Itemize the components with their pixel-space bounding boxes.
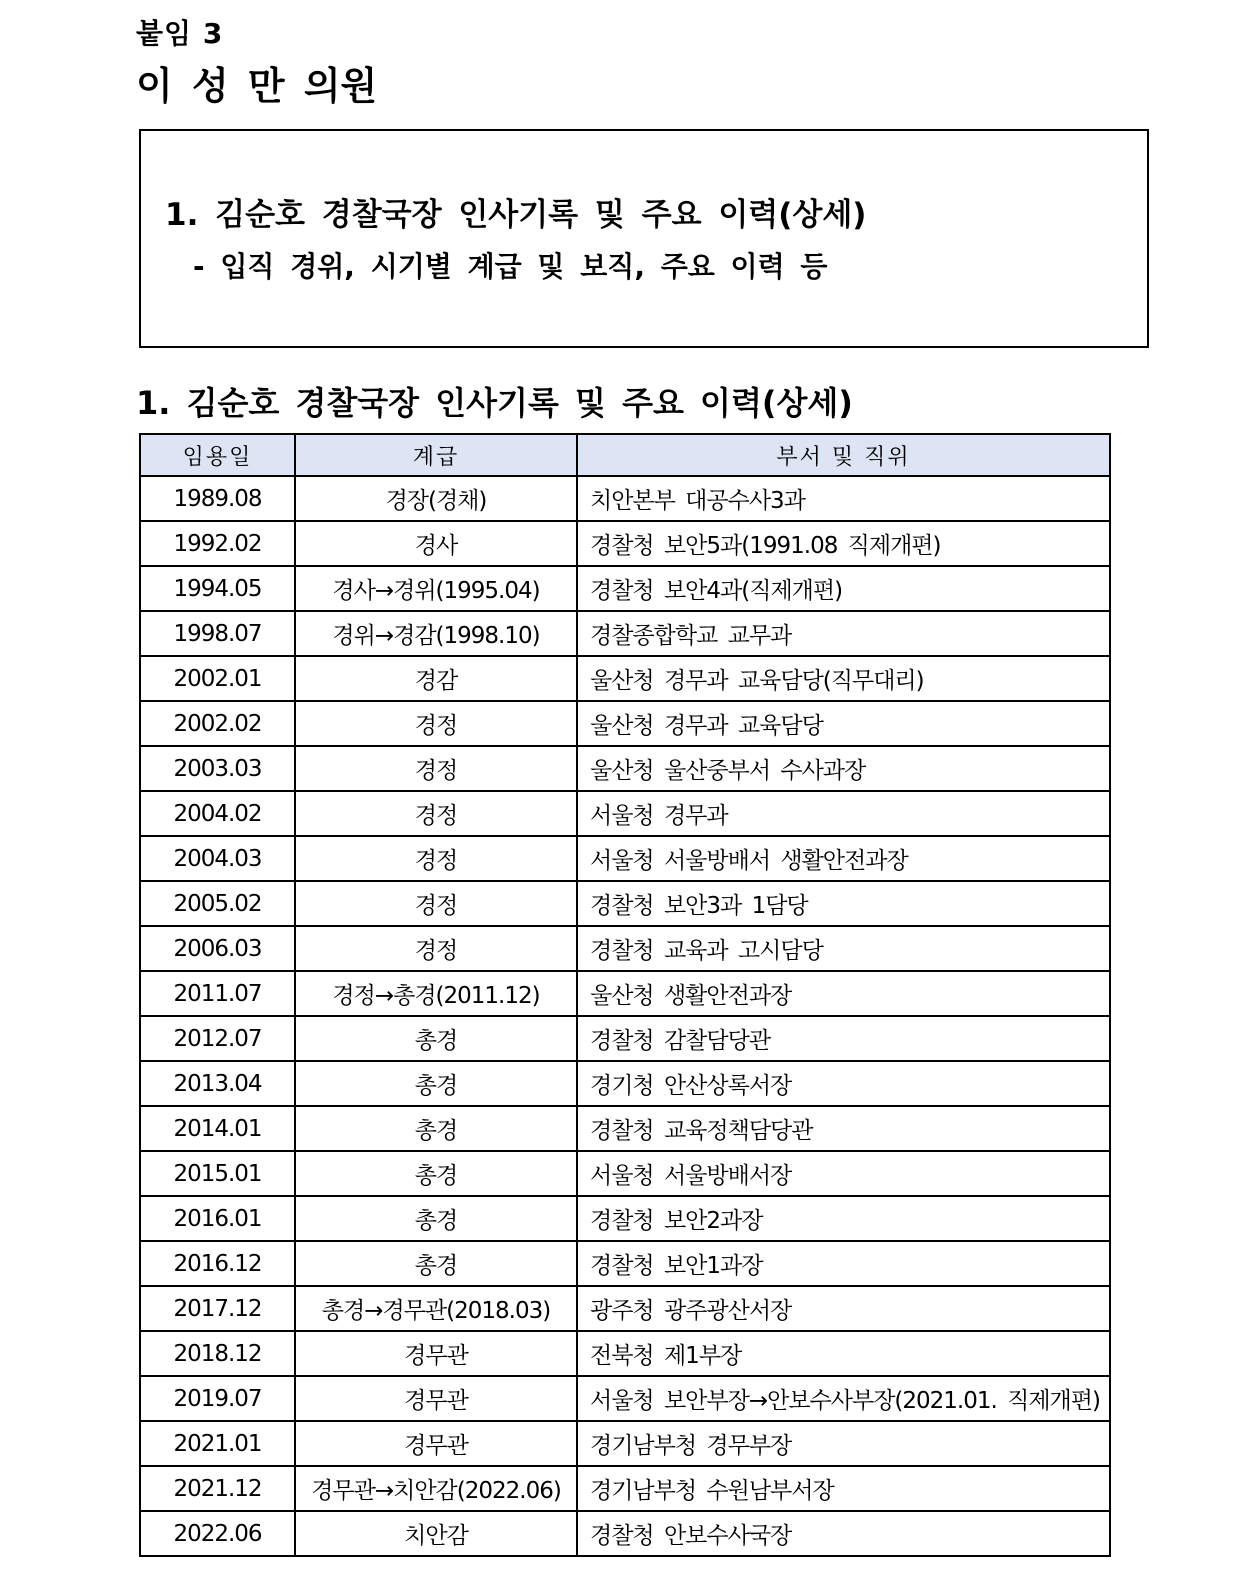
- department-position-cell: 경찰청 보안4과(직제개편): [577, 566, 1110, 611]
- rank-cell: 총경→경무관(2018.03): [295, 1286, 577, 1331]
- appointment-date-cell: 2012.07: [140, 1016, 295, 1061]
- rank-cell: 총경: [295, 1106, 577, 1151]
- table-row: [140, 701, 1110, 746]
- table-row: [140, 746, 1110, 791]
- table-body: [140, 476, 1110, 1556]
- table-row: [140, 1196, 1110, 1241]
- table-row: [140, 1376, 1110, 1421]
- appointment-date-cell: 2002.02: [140, 701, 295, 746]
- department-position-cell: 울산청 경무과 교육담당: [577, 701, 1110, 746]
- table-row: [140, 1421, 1110, 1466]
- summary-box: [139, 129, 1149, 348]
- appointment-date-cell: 2003.03: [140, 746, 295, 791]
- department-position-cell: 서울청 서울방배서장: [577, 1151, 1110, 1196]
- table-row: [140, 1286, 1110, 1331]
- appointment-date-cell: 2014.01: [140, 1106, 295, 1151]
- department-position-cell: 서울청 경무과: [577, 791, 1110, 836]
- rank-cell: 총경: [295, 1151, 577, 1196]
- attachment-label: 붙임 3: [136, 17, 224, 50]
- table-row: [140, 656, 1110, 701]
- table-row: [140, 611, 1110, 656]
- appointment-date-cell: 2004.03: [140, 836, 295, 881]
- rank-cell: 경정: [295, 836, 577, 881]
- table-row: [140, 521, 1110, 566]
- appointment-date-cell: 2022.06: [140, 1511, 295, 1556]
- department-position-cell: 울산청 울산중부서 수사과장: [577, 746, 1110, 791]
- rank-cell: 총경: [295, 1016, 577, 1061]
- appointment-date-cell: 2019.07: [140, 1376, 295, 1421]
- table-row: [140, 926, 1110, 971]
- table-row: [140, 1151, 1110, 1196]
- rank-cell: 경정: [295, 881, 577, 926]
- department-position-cell: 경찰청 교육정책담당관: [577, 1106, 1110, 1151]
- rank-cell: 총경: [295, 1241, 577, 1286]
- department-position-cell: 치안본부 대공수사3과: [577, 476, 1110, 521]
- table-row: [140, 1331, 1110, 1376]
- appointment-date-cell: 2017.12: [140, 1286, 295, 1331]
- appointment-date-cell: 2015.01: [140, 1151, 295, 1196]
- rank-cell: 경무관→치안감(2022.06): [295, 1466, 577, 1511]
- table-row: [140, 836, 1110, 881]
- appointment-date-cell: 2021.01: [140, 1421, 295, 1466]
- table-row: [140, 1511, 1110, 1556]
- column-header-appointment-date: 임용일: [140, 434, 295, 476]
- rank-cell: 경사→경위(1995.04): [295, 566, 577, 611]
- appointment-date-cell: 2004.02: [140, 791, 295, 836]
- table-row: [140, 1061, 1110, 1106]
- appointment-date-cell: 2011.07: [140, 971, 295, 1016]
- department-position-cell: 울산청 경무과 교육담당(직무대리): [577, 656, 1110, 701]
- department-position-cell: 경찰청 보안1과장: [577, 1241, 1110, 1286]
- department-position-cell: 울산청 생활안전과장: [577, 971, 1110, 1016]
- table-row: [140, 1241, 1110, 1286]
- rank-cell: 경정: [295, 926, 577, 971]
- rank-cell: 경감: [295, 656, 577, 701]
- rank-cell: 경정: [295, 701, 577, 746]
- appointment-date-cell: 2005.02: [140, 881, 295, 926]
- appointment-date-cell: 1992.02: [140, 521, 295, 566]
- department-position-cell: 경찰청 보안5과(1991.08 직제개편): [577, 521, 1110, 566]
- rank-cell: 경무관: [295, 1421, 577, 1466]
- table-header-row: [140, 434, 1110, 476]
- department-position-cell: 광주청 광주광산서장: [577, 1286, 1110, 1331]
- table-row: [140, 791, 1110, 836]
- rank-cell: 경정: [295, 791, 577, 836]
- appointment-date-cell: 2016.01: [140, 1196, 295, 1241]
- department-position-cell: 경찰청 감찰담당관: [577, 1016, 1110, 1061]
- table-row: [140, 476, 1110, 521]
- department-position-cell: 전북청 제1부장: [577, 1331, 1110, 1376]
- summary-title: 1. 김순호 경찰국장 인사기록 및 주요 이력(상세): [165, 197, 867, 233]
- rank-cell: 경장(경채): [295, 476, 577, 521]
- table-row: [140, 881, 1110, 926]
- appointment-date-cell: 1989.08: [140, 476, 295, 521]
- column-header-rank: 계급: [295, 434, 577, 476]
- personnel-record-table: [139, 433, 1111, 1557]
- department-position-cell: 경찰청 보안2과장: [577, 1196, 1110, 1241]
- appointment-date-cell: 2006.03: [140, 926, 295, 971]
- rank-cell: 경위→경감(1998.10): [295, 611, 577, 656]
- rank-cell: 경정→총경(2011.12): [295, 971, 577, 1016]
- rank-cell: 치안감: [295, 1511, 577, 1556]
- rank-cell: 총경: [295, 1196, 577, 1241]
- department-position-cell: 경기남부청 수원남부서장: [577, 1466, 1110, 1511]
- table-row: [140, 971, 1110, 1016]
- department-position-cell: 경찰청 보안3과 1담당: [577, 881, 1110, 926]
- summary-subtitle: - 입직 경위, 시기별 계급 및 보직, 주요 이력 등: [193, 250, 828, 283]
- section-title: 1. 김순호 경찰국장 인사기록 및 주요 이력(상세): [136, 384, 853, 422]
- appointment-date-cell: 2002.01: [140, 656, 295, 701]
- department-position-cell: 경기남부청 경무부장: [577, 1421, 1110, 1466]
- rank-cell: 경무관: [295, 1376, 577, 1421]
- member-name: 이 성 만 의원: [136, 64, 378, 108]
- appointment-date-cell: 2018.12: [140, 1331, 295, 1376]
- column-header-department-position: 부서 및 직위: [577, 434, 1110, 476]
- appointment-date-cell: 2021.12: [140, 1466, 295, 1511]
- rank-cell: 경정: [295, 746, 577, 791]
- department-position-cell: 경기청 안산상록서장: [577, 1061, 1110, 1106]
- rank-cell: 경무관: [295, 1331, 577, 1376]
- appointment-date-cell: 2016.12: [140, 1241, 295, 1286]
- department-position-cell: 서울청 서울방배서 생활안전과장: [577, 836, 1110, 881]
- rank-cell: 경사: [295, 521, 577, 566]
- appointment-date-cell: 1998.07: [140, 611, 295, 656]
- department-position-cell: 경찰청 안보수사국장: [577, 1511, 1110, 1556]
- rank-cell: 총경: [295, 1061, 577, 1106]
- table-row: [140, 1106, 1110, 1151]
- department-position-cell: 경찰종합학교 교무과: [577, 611, 1110, 656]
- appointment-date-cell: 1994.05: [140, 566, 295, 611]
- department-position-cell: 서울청 보안부장→안보수사부장(2021.01. 직제개편): [577, 1376, 1110, 1421]
- appointment-date-cell: 2013.04: [140, 1061, 295, 1106]
- department-position-cell: 경찰청 교육과 고시담당: [577, 926, 1110, 971]
- table-row: [140, 566, 1110, 611]
- table-row: [140, 1466, 1110, 1511]
- table-row: [140, 1016, 1110, 1061]
